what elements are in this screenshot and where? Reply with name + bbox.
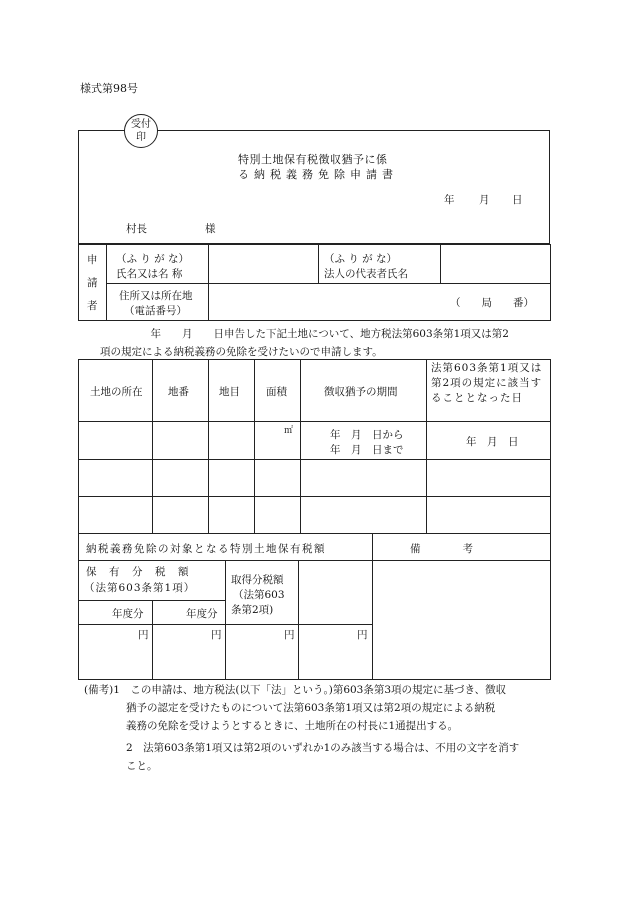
col-header-land-category: 地目 <box>219 386 240 398</box>
applicant-side-label-1: 申 <box>87 254 98 266</box>
stamp-label-2: 印 <box>136 132 146 143</box>
applicant-side-label-3: 者 <box>87 300 98 312</box>
note-1-line-1: (備考)1 この申請は、地方税法(以下「法」という。)第603条第3項の規定に基づき、徴収 <box>84 684 507 696</box>
period-from: 年 月 日から <box>330 429 404 441</box>
area-unit: ㎡ <box>284 426 294 436</box>
reception-stamp-circle <box>124 114 158 148</box>
col-header-deferral-period: 徴収猶予の期間 <box>324 386 398 398</box>
period-to: 年 月 日まで <box>330 444 404 456</box>
yen-unit-1: 円 <box>138 629 149 641</box>
representative-name-label: 法人の代表者氏名 <box>324 268 408 280</box>
phone-format: （ 局 番） <box>450 297 534 309</box>
request-statement-line-2: 項の規定による納税義務の免除を受けたいので申請します。 <box>100 346 383 358</box>
application-header-box <box>78 130 550 244</box>
note-1-line-3: 義務の免除を受けようとするときに、土地所在の村長に1通提出する。 <box>126 720 459 732</box>
acquisition-tax-article-2: 条第2項) <box>231 604 274 616</box>
note-1-line-2: 猶予の認定を受けたものについて法第603条第1項又は第2項の規定による納税 <box>126 702 496 714</box>
name-kana-label: （ふ り が な） <box>116 253 190 265</box>
addressee-name: 村長 <box>126 223 147 235</box>
holding-tax-article: （法第603条第1項） <box>84 582 196 594</box>
yen-unit-3: 円 <box>284 629 295 641</box>
note-2-line-1: 2 法第603条第1項又は第2項のいずれか1のみ該当する場合は、不用の文字を消す <box>126 742 520 754</box>
note-2-line-2: こと。 <box>126 760 158 772</box>
yen-unit-4: 円 <box>357 629 368 641</box>
addressee-honorific: 様 <box>205 223 216 235</box>
date-month-label: 月 <box>479 194 490 206</box>
form-number: 様式第98号 <box>80 82 138 95</box>
phone-label: （電話番号） <box>124 305 187 317</box>
applicant-side-label-2: 請 <box>87 277 98 289</box>
date-year-label: 年 <box>444 194 455 206</box>
exempt-tax-header: 納税義務免除の対象となる特別土地保有税額 <box>86 543 326 555</box>
form-title-line-2: る納税義務免除申請書 <box>238 168 398 181</box>
col-header-area: 面積 <box>266 386 287 398</box>
request-statement <box>100 325 560 361</box>
request-statement-line-1: 年 月 日申告した下記土地について、地方税法第603条第1項又は第2 <box>140 328 509 340</box>
name-label: 氏名又は名 称 <box>116 268 183 280</box>
acquisition-tax-label: 取得分税額 <box>231 574 284 586</box>
fiscal-year-label-1: 年度分 <box>112 608 144 620</box>
remarks-header: 備 考 <box>410 543 473 555</box>
holding-tax-label: 保 有 分 税 額 <box>86 566 190 578</box>
representative-kana-label: （ふ り が な） <box>324 253 398 265</box>
form-title-line-1: 特別土地保有税徴収猶予に係 <box>238 153 388 166</box>
date-day-label: 日 <box>512 194 523 206</box>
col-header-lot-number: 地番 <box>168 386 189 398</box>
address-label: 住所又は所在地 <box>119 290 193 302</box>
stamp-label-1: 受付 <box>131 119 151 130</box>
acquisition-tax-article-1: （法第603 <box>233 589 285 601</box>
fiscal-year-label-2: 年度分 <box>186 608 218 620</box>
col-header-applicable-date: 法第603条第1項又は第2項の規定に該当することとなった日 <box>431 362 543 404</box>
applicable-date-value: 年 月 日 <box>466 436 519 448</box>
col-header-location: 土地の所在 <box>90 386 143 398</box>
yen-unit-2: 円 <box>211 629 222 641</box>
